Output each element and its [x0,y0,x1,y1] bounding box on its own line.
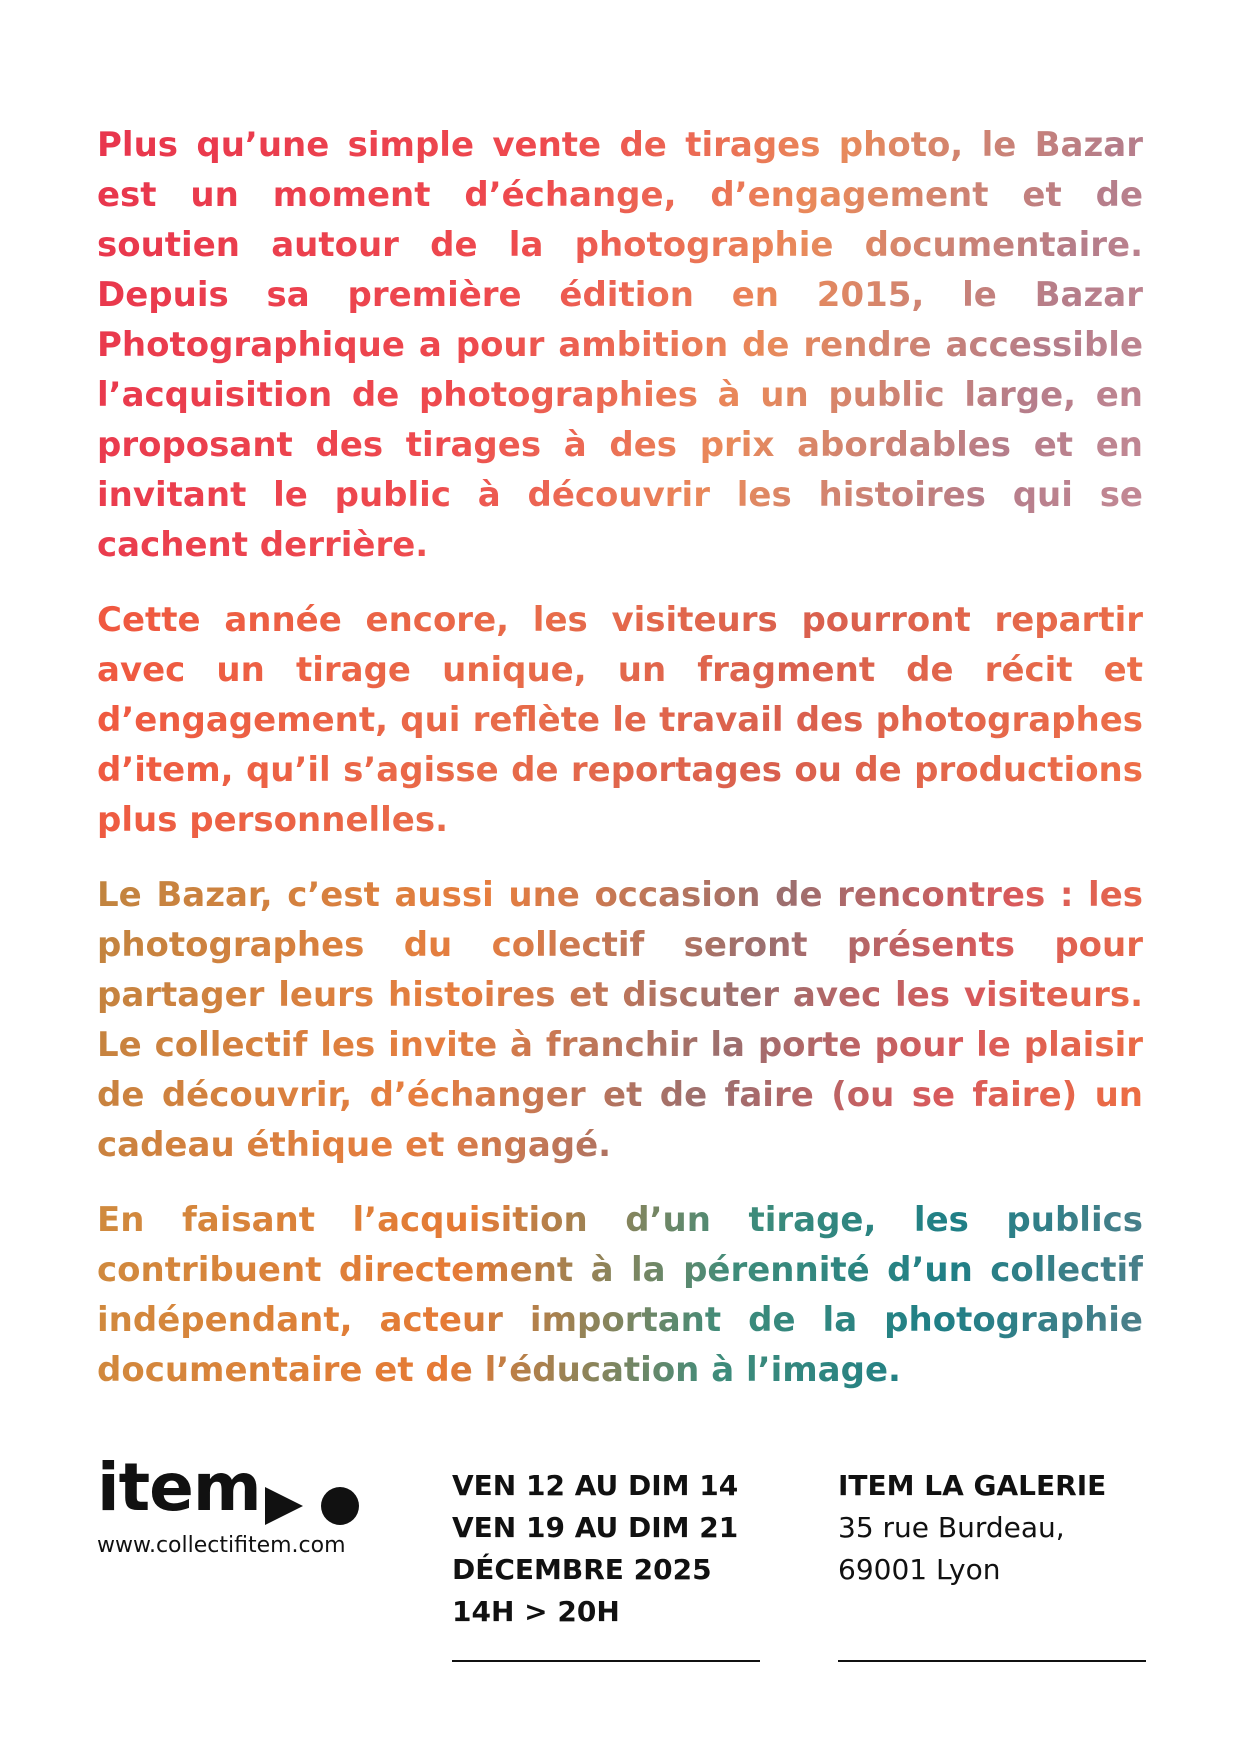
event-dates [452,1465,762,1633]
date-line-1: VEN 12 AU DIM 14 [452,1469,739,1502]
paragraph-2: Cette année encore, les visiteurs pourront repartir avec un tirage unique, un fragment de récit et d’engagement, qui reflète le travail des photographes d’item, qu’il s’agisse de reportages ou de productions plus personnelles. [97,595,1143,845]
address-line-1: 35 rue Burdeau, [838,1511,1065,1544]
date-line-2: VEN 19 AU DIM 21 [452,1511,739,1544]
address-line-2: 69001 Lyon [838,1553,1001,1586]
dates-divider [452,1660,760,1662]
venue-divider [838,1660,1146,1662]
paragraph-1: Plus qu’une simple vente de tirages photo, le Bazar est un moment d’échange, d’engagement et de soutien autour de la photographie documentaire. Depuis sa première édition en 2015, le Bazar Photographique a pour ambition de rendre accessible l’acquisition de photographies à un public large, en proposant des tirages à des prix abordables et en invitant le public à découvrir les histoires qui se cachent derrière. [97,120,1143,570]
footer [0,1449,1240,1715]
website-link[interactable]: www.collectifitem.com [97,1533,346,1558]
dot-icon [321,1487,359,1525]
body-text [97,120,1143,1420]
paragraph-4: En faisant l’acquisition d’un tirage, les publics contribuent directement à la pérennité d’un collectif indépendant, acteur important de la photographie documentaire et de l’éducation à l’image. [97,1195,1143,1395]
paragraph-3: Le Bazar, c’est aussi une occasion de rencontres : les photographes du collectif seront présents pour partager leurs histoires et discuter avec les visiteurs. Le collectif les invite à franchir la porte pour le plaisir de découvrir, d’échanger et de faire (ou se faire) un cadeau éthique et engagé. [97,870,1143,1170]
hours-line: 14H > 20H [452,1595,620,1628]
date-line-3: DÉCEMBRE 2025 [452,1553,712,1586]
venue [838,1465,1148,1591]
item-logo [97,1449,367,1558]
play-triangle-icon [265,1487,303,1525]
venue-name: ITEM LA GALERIE [838,1469,1107,1502]
logo-wordmark: item [97,1449,261,1526]
